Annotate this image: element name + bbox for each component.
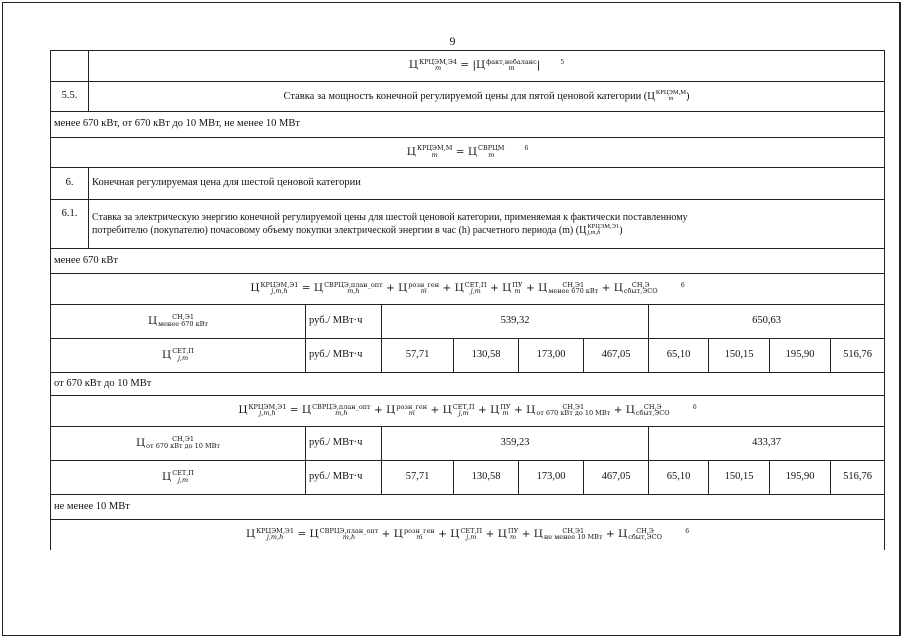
footnote-marker: 5 — [560, 58, 565, 66]
footnote-marker: 6 — [692, 403, 697, 411]
value-cell: 516,76 — [831, 461, 885, 495]
table-row — [51, 249, 885, 274]
block-heading: менее 670 кВт — [51, 249, 885, 274]
value-cell: 130,58 — [454, 461, 519, 495]
unit-cell: руб./ МВт·ч — [306, 339, 382, 373]
formula-cell — [51, 396, 885, 427]
value-cell: 467,05 — [584, 461, 649, 495]
footnote-marker: 6 — [680, 281, 685, 289]
table-row — [51, 461, 885, 495]
block-heading: от 670 кВт до 10 МВт — [51, 373, 885, 396]
formula-ts-e1: Ц КРЦЭМ,Э1 j,m,h = Ц СВРЦЭ,план_опт m,h + Ц розн_ген m + Ц СЕТ,П j,m + Ц ПУ m + Ц СН,Э1 не менее 10 МВт + Ц СН,Э сбыт,ЭСО $^6$ — [245, 526, 690, 542]
value-cell: 539,32 — [382, 305, 649, 339]
block-heading: не менее 10 МВт — [51, 495, 885, 520]
formula-ts-e4: Ц КРЦЭМ,Э4 m = |Ц факт,небаланс m | $^5$ — [408, 57, 565, 73]
rate-label: Ц СН,Э1 от 670 кВт до 10 МВт — [51, 427, 306, 461]
section-title: Ставка за мощность конечной регулируемой цены для пятой ценовой категории (Ц КРЦЭМ,М m ) — [89, 82, 885, 112]
section-number: 6. — [51, 168, 89, 200]
value-cell: 467,05 — [584, 339, 649, 373]
value-cell: 650,63 — [649, 305, 885, 339]
value-cell: 150,15 — [709, 339, 770, 373]
voltage-range-label: менее 670 кВт, от 670 кВт до 10 МВт, не менее 10 МВт — [51, 112, 885, 138]
value-cell: 173,00 — [519, 339, 584, 373]
footnote-marker: 6 — [524, 145, 529, 153]
footnote-marker: 6 — [685, 527, 690, 535]
table-row — [51, 427, 885, 461]
unit-cell: руб./ МВт·ч — [306, 461, 382, 495]
value-cell: 195,90 — [770, 339, 831, 373]
table-row — [51, 82, 885, 112]
unit-cell: руб./ МВт·ч — [306, 305, 382, 339]
formula-ts-m: Ц КРЦЭМ,М m = Ц СВРЦМ m $^6$ — [406, 144, 529, 159]
formula-ts-e1: Ц КРЦЭМ,Э1 j,m,h = Ц СВРЦЭ,план_опт m,h + Ц розн_ген m + Ц СЕТ,П j,m + Ц ПУ m + Ц СН,Э1 менее 670 кВт + Ц СН,Э сбыт,ЭСО $^6$ — [250, 280, 685, 296]
table-row — [51, 112, 885, 138]
table-row — [51, 274, 885, 305]
section-number: 5.5. — [51, 82, 89, 112]
value-cell: 65,10 — [649, 461, 709, 495]
tariff-table — [50, 50, 885, 550]
section-number: 6.1. — [51, 200, 89, 249]
table-row — [51, 396, 885, 427]
value-cell: 433,37 — [649, 427, 885, 461]
value-cell: 359,23 — [382, 427, 649, 461]
number-cell — [51, 51, 89, 82]
value-cell: 130,58 — [454, 339, 519, 373]
formula-cell — [89, 51, 885, 82]
value-cell: 57,71 — [382, 461, 454, 495]
section-title: Конечная регулируемая цена для шестой ценовой категории — [89, 168, 885, 200]
formula-ts-e1: Ц КРЦЭМ,Э1 j,m,h = Ц СВРЦЭ,план_опт m,h + Ц розн_ген m + Ц СЕТ,П j,m + Ц ПУ m + Ц СН,Э1 от 670 кВт до 10 МВт + Ц СН,Э сбыт,ЭСО $^6$ — [238, 402, 697, 418]
rate-label: Ц СЕТ,П j,m — [51, 339, 306, 373]
unit-cell: руб./ МВт·ч — [306, 427, 382, 461]
table-row — [51, 138, 885, 168]
table-row — [51, 305, 885, 339]
value-cell: 516,76 — [831, 339, 885, 373]
value-cell: 65,10 — [649, 339, 709, 373]
table-row — [51, 51, 885, 82]
table-row — [51, 200, 885, 249]
table-row — [51, 168, 885, 200]
value-cell: 173,00 — [519, 461, 584, 495]
rate-label: Ц СН,Э1 менее 670 кВт — [51, 305, 306, 339]
table-row — [51, 339, 885, 373]
formula-cell — [51, 520, 885, 550]
section-title: Ставка за электрическую энергию конечной регулируемой цены для шестой ценовой категории, применяемая к фактически поставленному потребителю (покупателю) почасовому объему покупки электрической энергии в час (h) расчетного периода (m) (Ц КРЦЭМ,Э1 j,m,h ) — [89, 200, 885, 249]
value-cell: 195,90 — [770, 461, 831, 495]
formula-cell — [51, 138, 885, 168]
table-row — [51, 495, 885, 520]
value-cell: 150,15 — [709, 461, 770, 495]
rate-label: Ц СЕТ,П j,m — [51, 461, 306, 495]
formula-cell — [51, 274, 885, 305]
table-row — [51, 520, 885, 550]
table-row — [51, 373, 885, 396]
page-number: 9 — [449, 34, 456, 48]
value-cell: 57,71 — [382, 339, 454, 373]
